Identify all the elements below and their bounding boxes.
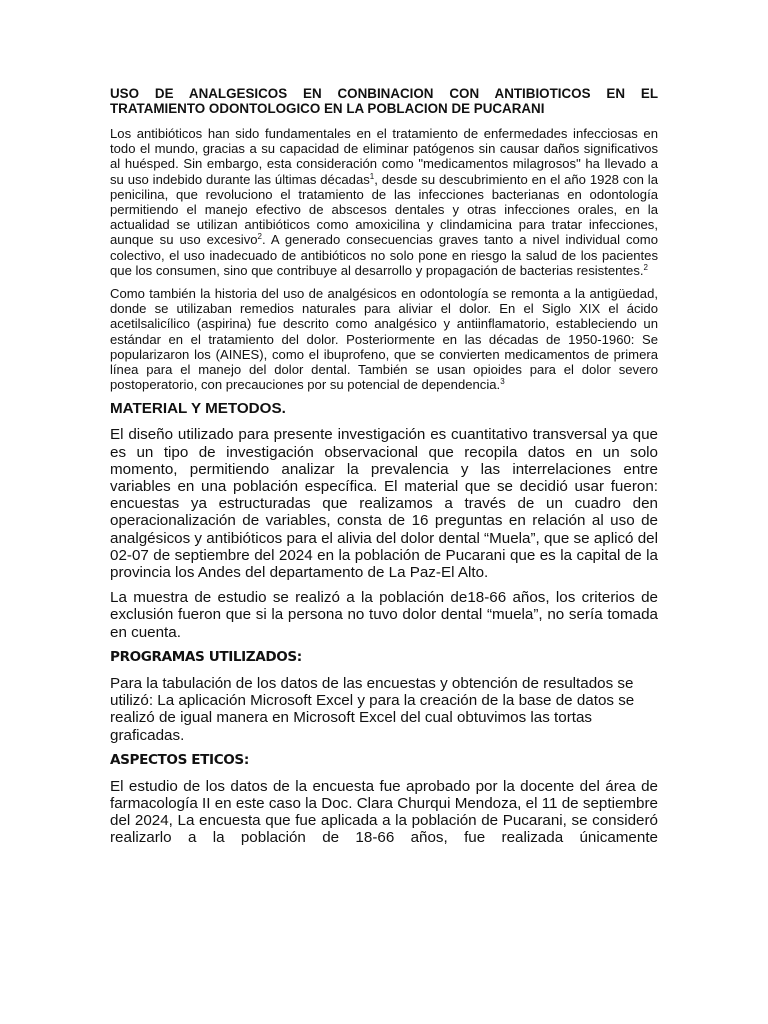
document-title: USO DE ANALGESICOS EN CONBINACION CON ANTIBIOTICOS EN EL TRATAMIENTO ODONTOLOGICO EN LA POBLACION DE PUCARANI <box>110 86 658 116</box>
footnote-ref-1: 1 <box>369 171 375 181</box>
section-heading-material: MATERIAL Y METODOS. <box>110 400 286 418</box>
intro-p1-text-a: Los antibióticos han sido fundamentales en el tratamiento de enfermedades infecciosas en todo el mundo, gracias a su capacidad de eliminar patógenos sin causar daños significativos al huésped. Sin embargo, esta consideración como "medicamentos milagrosos" ha llevado a su uso indebido durante las últimas décadas <box>110 126 658 187</box>
aspectos-paragraph: El estudio de los datos de la encuesta fue aprobado por la docente del área de farmacología II en este caso la Doc. Clara Churqui Mendoza, el 11 de septiembre del 2024, La encuesta que fue aplicada a la población de Pucarani, se consideró realizarlo a la población de 18-66 años, fue realizada únicamente <box>110 777 658 847</box>
programas-paragraph: Para la tabulación de los datos de las encuestas y obtención de resultados se utilizó: La aplicación Microsoft Excel y para la creación de la base de datos se realizó de igual manera en Microsoft Excel del cual obtuvimos las tortas graficadas. <box>110 674 635 744</box>
section-heading-aspectos: ASPECTOS ETICOS: <box>110 751 249 768</box>
footnote-ref-4: 3 <box>500 377 505 387</box>
intro-paragraph-2 <box>110 286 658 392</box>
intro-p1-text-c: . A generado consecuencias graves tanto a nivel individual como colectivo, el uso inadecuado de antibióticos no solo pone en riesgo la salud de los pacientes que los consumen, sino que contribuye al desarrollo y propagación de bacterias resistentes. <box>110 232 658 278</box>
section-heading-programas: PROGRAMAS UTILIZADOS: <box>110 648 302 665</box>
intro-p1-text-b: , desde su descubrimiento en el año 1928 con la penicilina, que revoluciono el tratamiento de las infecciones bacterianas en odontología permitiendo el manejo efectivo de abscesos dentales y otras infecciones orales, en la actualidad se utilizan antibióticos como amoxicilina y clindamicina para tratar infecciones, aunque su uso excesivo <box>110 171 658 248</box>
footnote-ref-3: 2 <box>643 262 648 272</box>
intro-p2-text: Como también la historia del uso de analgésicos en odontología se remonta a la antigüedad, donde se utilizaban remedios naturales para aliviar el dolor. En el Siglo XIX el ácido acetilsalicílico (aspirina) fue descrito como analgésico y antiinflamatorio, estableciendo un estándar en el tratamiento del dolor. Posteriormente en las décadas de 1950-1960: Se popularizaron los (AINES), como el ibuprofeno, que se convierten medicamentos de primera línea para el manejo del dolor dental. También se usan opioides para el dolor severo postoperatorio, con precauciones por su potencial de dependencia. <box>110 286 658 393</box>
intro-paragraph-1 <box>110 126 658 278</box>
material-paragraph-2: La muestra de estudio se realizó a la población de18-66 años, los criterios de exclusión fueron que si la persona no tuvo dolor dental “muela”, no sería tomada en cuenta. <box>110 589 658 641</box>
material-paragraph-1: El diseño utilizado para presente investigación es cuantitativo transversal ya que es un tipo de investigación observacional que recopila datos en un solo momento, permitiendo analizar la prevalencia y las interrelaciones entre variables en una población específica. El material que se decidió usar fueron: encuestas ya estructuradas que realizamos a través de un cuadro den operacionalización de variables, consta de 16 preguntas en relación al uso de analgésicos y antibióticos para el alivia del dolor dental “Muela”, que se aplicó del 02-07 de septiembre del 2024 en la población de Pucarani que es la capital de la provincia los Andes del departamento de La Paz-El Alto. <box>110 426 658 582</box>
document-body <box>110 86 658 855</box>
footnote-ref-2: 2 <box>257 232 262 242</box>
